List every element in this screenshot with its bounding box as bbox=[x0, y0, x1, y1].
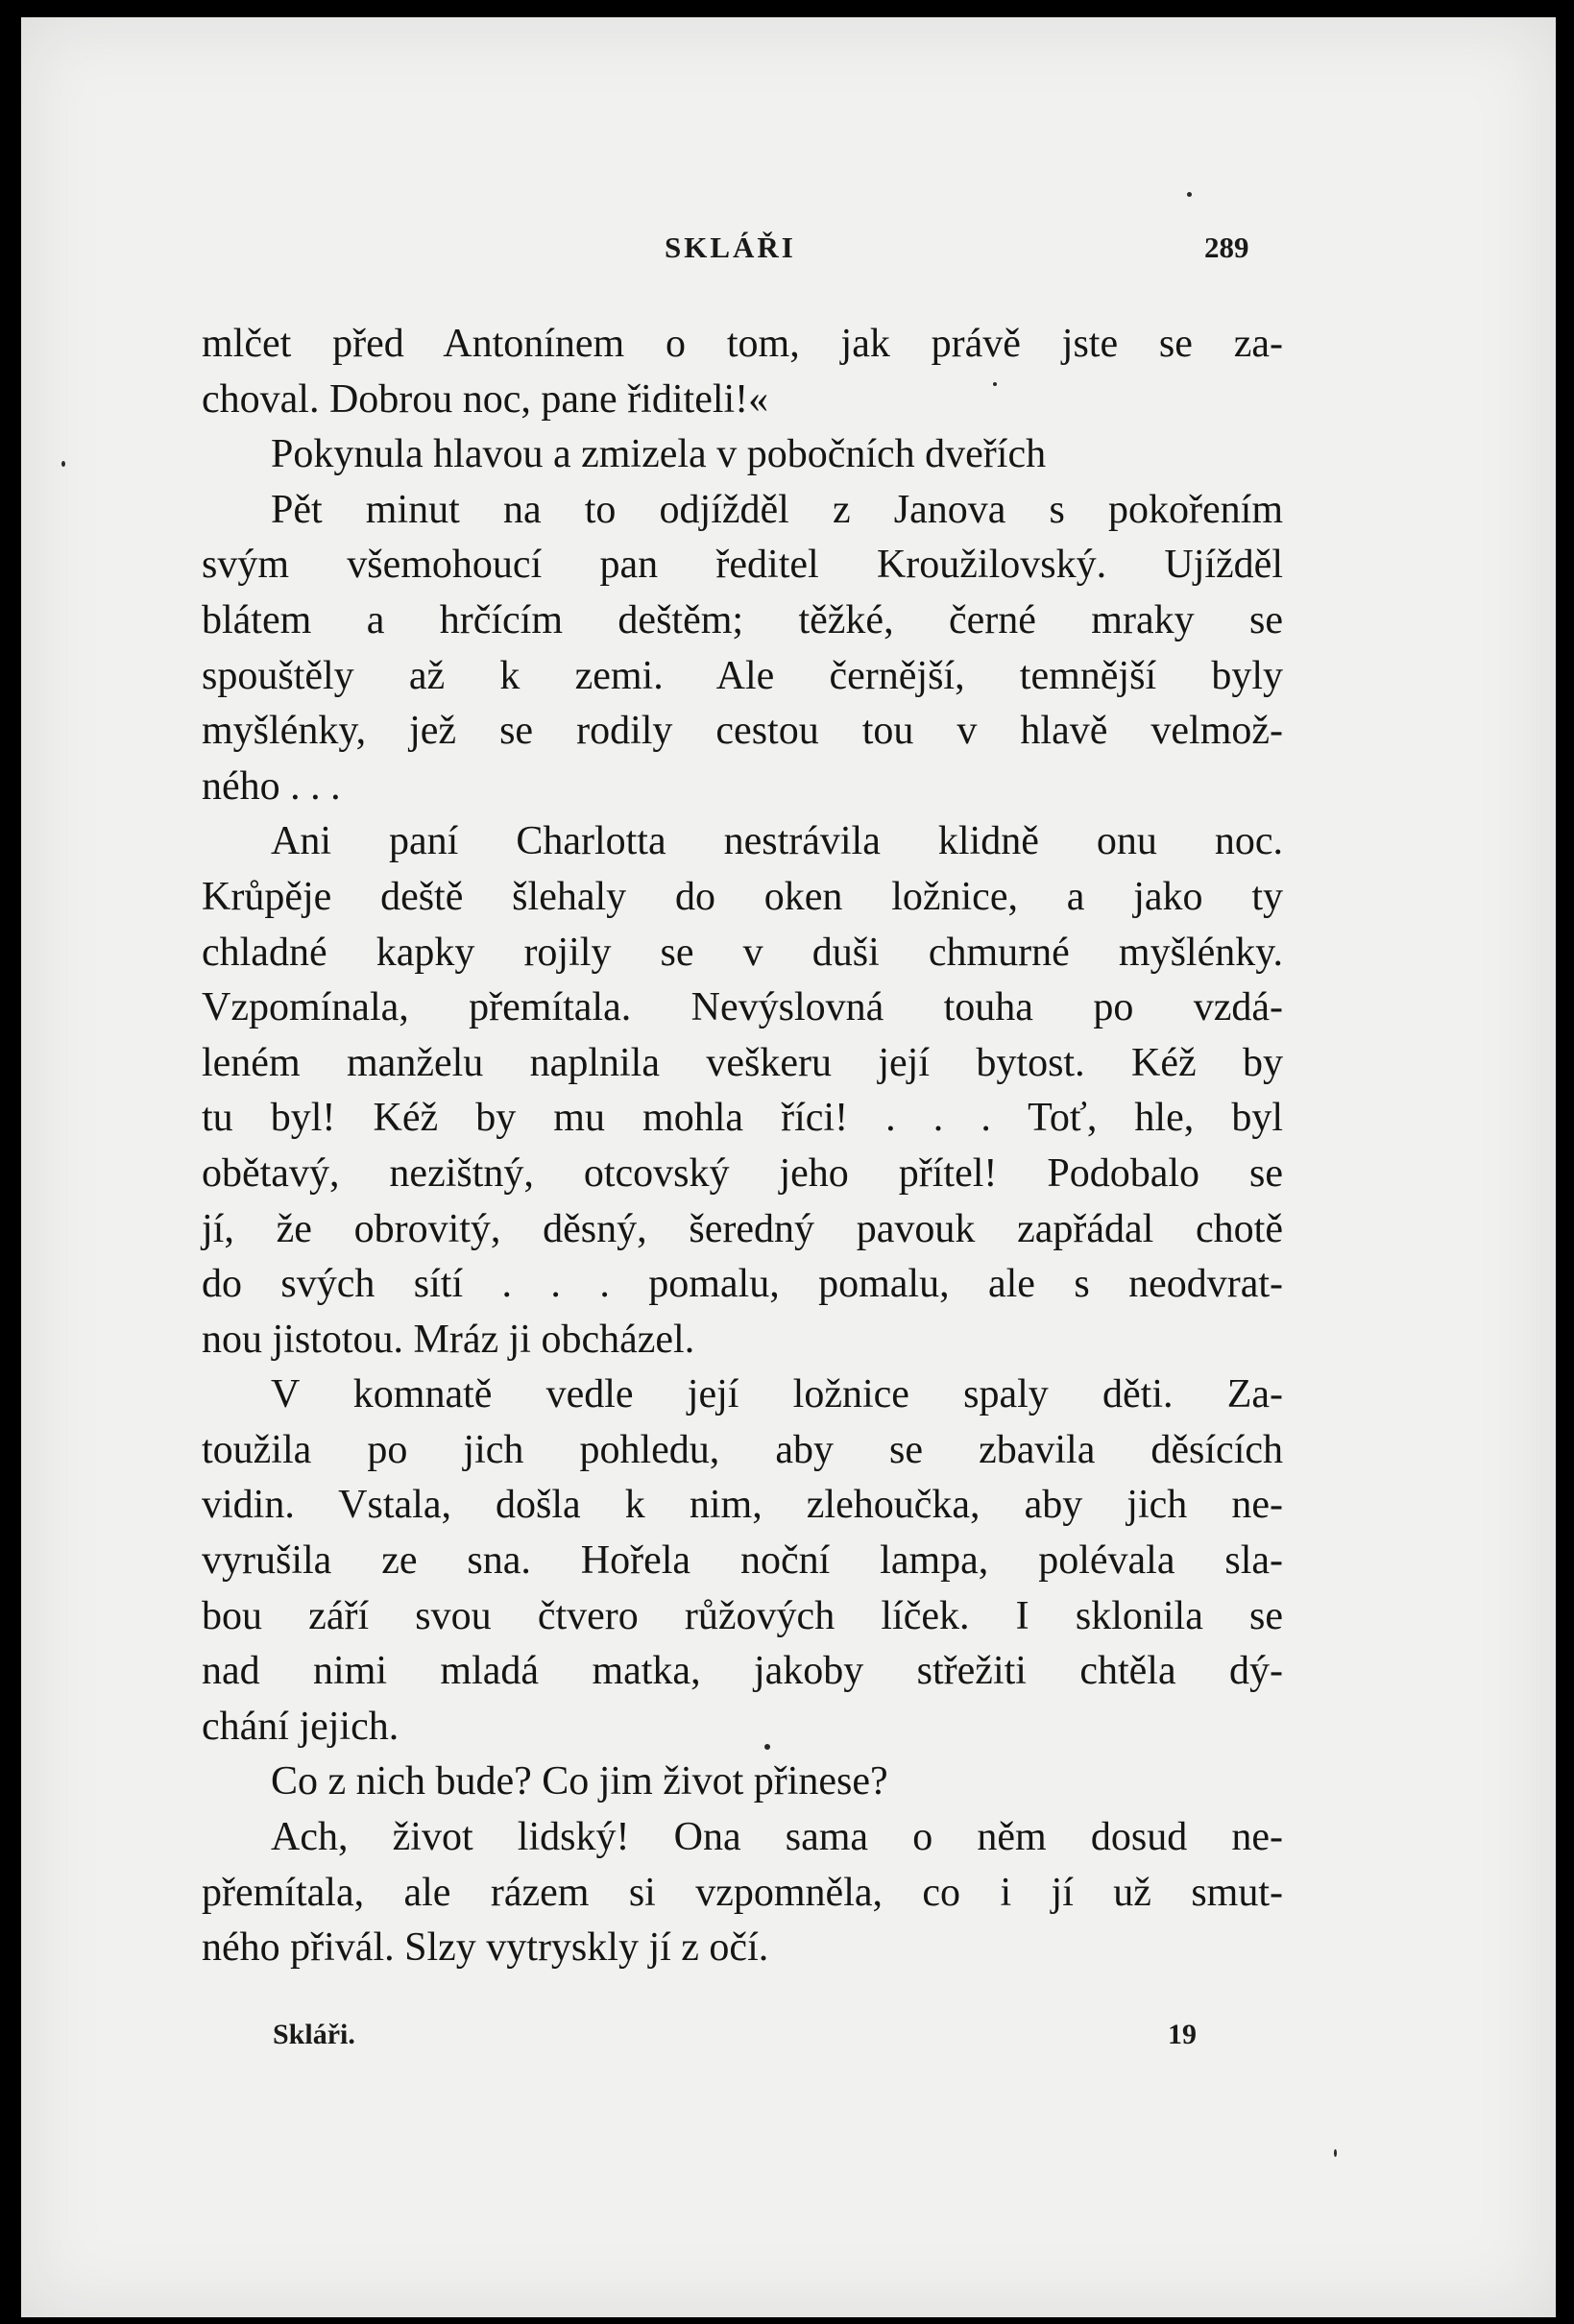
text-line: vidin. Vstala, došla k nim, zlehoučka, aby jich ne- bbox=[202, 1483, 1283, 1528]
text-line: Co z nich bude? Co jim život přinese? bbox=[271, 1759, 888, 1804]
text-line: leném manželu naplnila veškeru její bytost. Kéž by bbox=[202, 1040, 1283, 1085]
text-line: tu byl! Kéž by mu mohla říci! . . . Toť, hle, byl bbox=[202, 1096, 1283, 1141]
text-line: ného . . . bbox=[202, 763, 341, 809]
text-line: svým všemohoucí pan ředitel Kroužilovský. Ujížděl bbox=[202, 543, 1283, 588]
running-title: SKLÁŘI bbox=[665, 230, 796, 264]
text-line: Pět minut na to odjížděl z Janova s pokořením bbox=[271, 487, 1283, 532]
paper-speck bbox=[1334, 2149, 1337, 2157]
text-line: chání jejich. bbox=[202, 1704, 400, 1749]
text-line: Ani paní Charlotta nestrávila klidně onu noc. bbox=[271, 819, 1283, 864]
text-line: choval. Dobrou noc, pane řiditeli!« bbox=[202, 376, 769, 422]
text-line: obětavý, nezištný, otcovský jeho přítel! Podobalo se bbox=[202, 1150, 1283, 1196]
paper-speck bbox=[764, 1744, 770, 1750]
text-line: myšlénky, jež se rodily cestou tou v hlavě velmož- bbox=[202, 709, 1283, 754]
text-line: ného přivál. Slzy vytryskly jí z očí. bbox=[202, 1925, 769, 1971]
page-header bbox=[21, 230, 1556, 269]
text-line: V komnatě vedle její ložnice spaly děti. Za- bbox=[271, 1372, 1283, 1417]
text-line: Ach, život lidský! Ona sama o něm dosud ne- bbox=[271, 1815, 1283, 1860]
text-line: chladné kapky rojily se v duši chmurné myšlénky. bbox=[202, 930, 1283, 975]
text-line: nad nimi mladá matka, jakoby střežiti chtěla dý- bbox=[202, 1649, 1283, 1694]
signature-number: 19 bbox=[1168, 2019, 1197, 2050]
paper-speck bbox=[61, 461, 65, 467]
paper-speck bbox=[1187, 192, 1192, 197]
text-line: spouštěly až k zemi. Ale černější, temnější byly bbox=[202, 653, 1283, 698]
signature-title: Skláři. bbox=[273, 2019, 355, 2050]
text-line: do svých sítí . . . pomalu, pomalu, ale s neodvrat- bbox=[202, 1262, 1283, 1307]
paper-speck bbox=[993, 382, 997, 386]
page-number: 289 bbox=[1204, 230, 1249, 264]
text-line: Vzpomínala, přemítala. Nevýslovná touha po vzdá- bbox=[202, 985, 1283, 1030]
text-line: mlčet před Antonínem o tom, jak právě jste se za- bbox=[202, 322, 1283, 366]
text-line: Pokynula hlavou a zmizela v pobočních dveřích bbox=[271, 432, 1047, 477]
text-line: bou září svou čtvero růžových líček. I sklonila se bbox=[202, 1593, 1283, 1638]
book-page bbox=[21, 17, 1556, 2317]
text-line: toužila po jich pohledu, aby se zbavila děsících bbox=[202, 1427, 1283, 1472]
body-text bbox=[202, 317, 1283, 1976]
text-line: přemítala, ale rázem si vzpomněla, co i jí už smut- bbox=[202, 1870, 1283, 1915]
text-line: blátem a hrčícím deštěm; těžké, černé mraky se bbox=[202, 597, 1283, 642]
text-line: Krůpěje deště šlehaly do oken ložnice, a jako ty bbox=[202, 874, 1283, 919]
text-line: vyrušila ze sna. Hořela noční lampa, polévala sla- bbox=[202, 1538, 1283, 1584]
text-line: jí, že obrovitý, děsný, šeredný pavouk zapřádal chotě bbox=[202, 1206, 1283, 1251]
text-line: nou jistotou. Mráz ji obcházel. bbox=[202, 1317, 695, 1362]
